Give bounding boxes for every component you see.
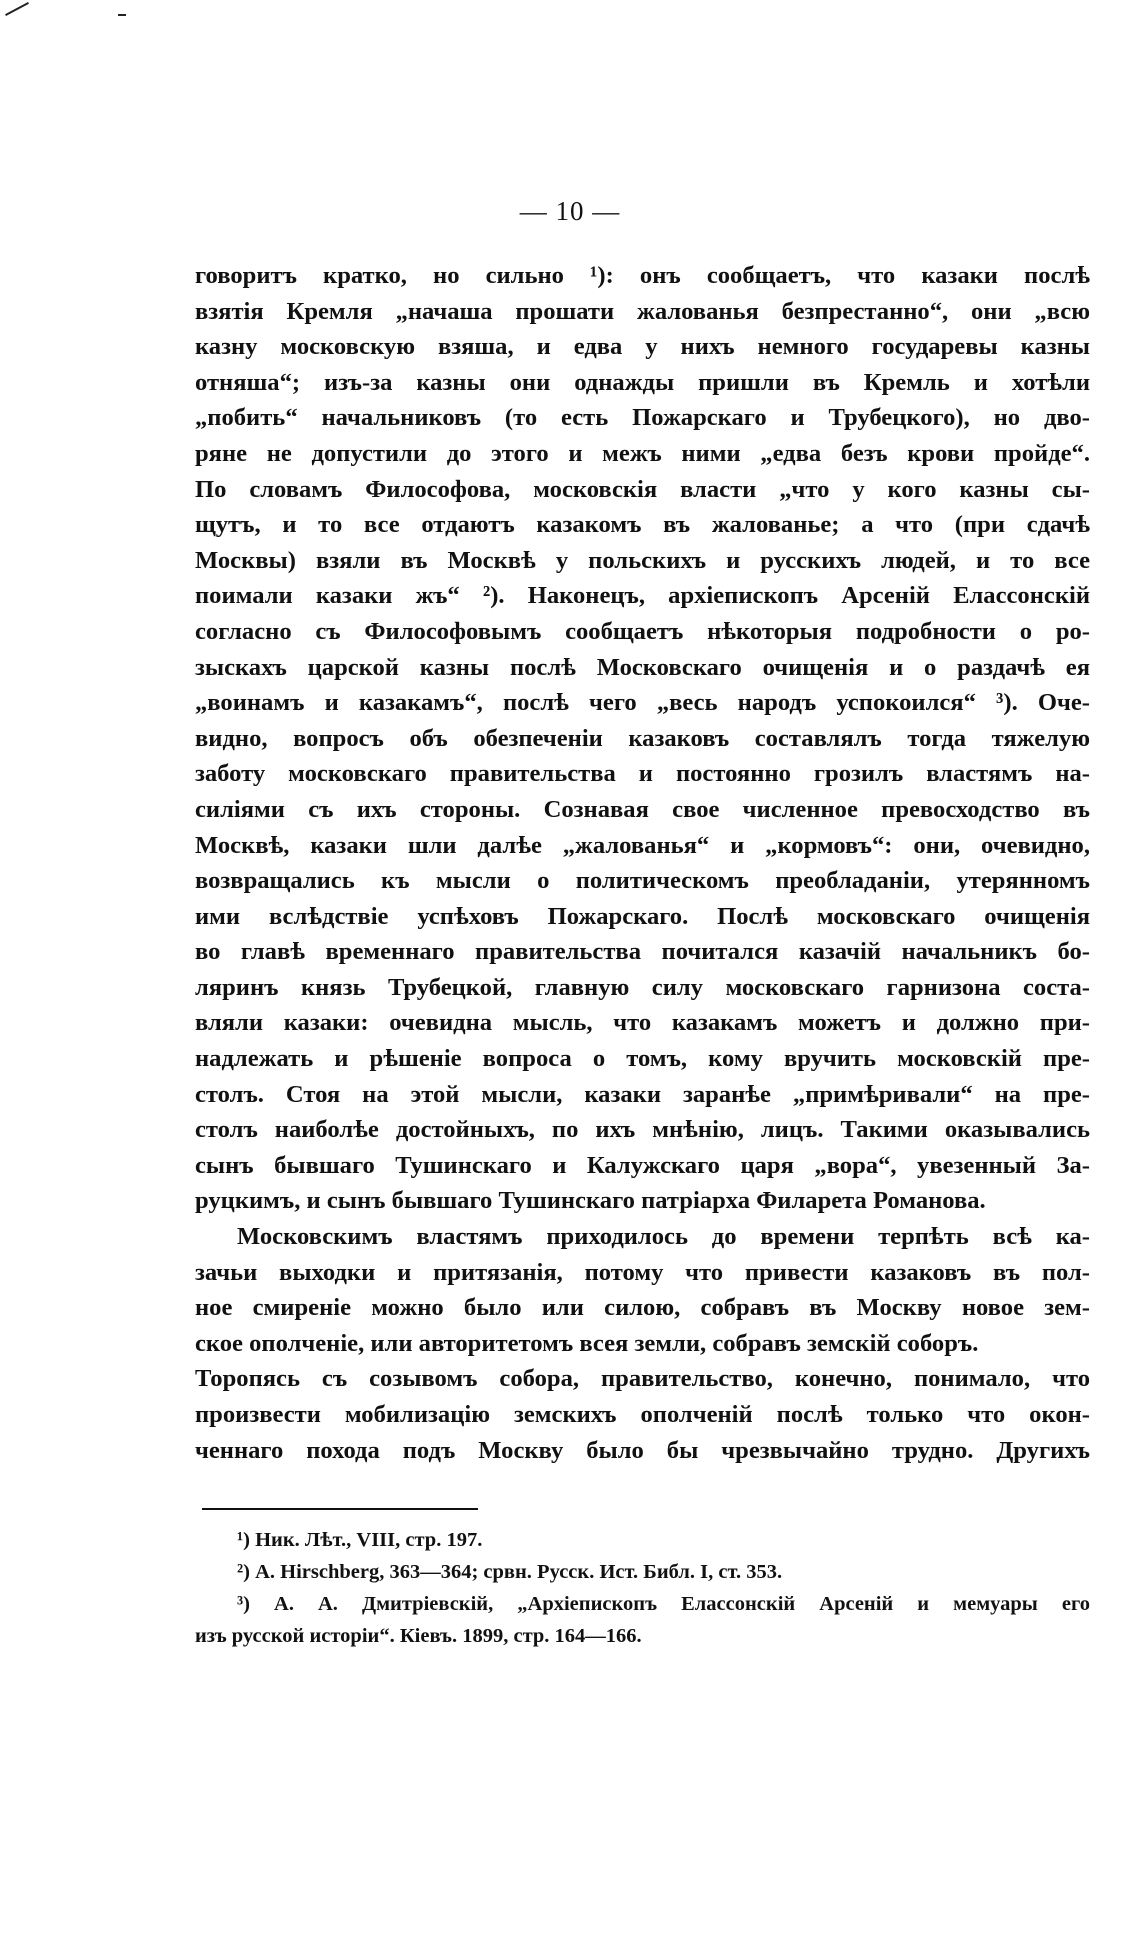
text-line: взятія Кремля „начаша прошати жалованья безпрестанно“, они „всю	[195, 297, 1090, 325]
text-line: столъ наиболѣе достойныхъ, по ихъ мнѣнію, лицъ. Такими оказывались	[195, 1116, 1090, 1144]
text-line: зачьи выходки и притязанія, потому что привести казаковъ въ пол-	[195, 1258, 1090, 1286]
text-line: ляринъ князь Трубецкой, главную силу московскаго гарнизона соста-	[195, 973, 1090, 1001]
text-line: Московскимъ властямъ приходилось до времени терпѣть всѣ ка-	[237, 1223, 1090, 1251]
text-line: ченнаго похода подъ Москву было бы чрезвычайно трудно. Другихъ	[195, 1436, 1090, 1464]
text-line: казну московскую взяша, и едва у нихъ немного государевы казны	[195, 333, 1090, 361]
text-line: По словамъ Философова, московскія власти „что у кого казны сы-	[195, 475, 1090, 503]
text-line: „воинамъ и казакамъ“, послѣ чего „весь народъ успокоился“ ³). Оче-	[195, 689, 1090, 717]
text-line: щутъ, и то все отдаютъ казакомъ въ жалованье; а что (при сдачѣ	[195, 511, 1090, 539]
text-line: согласно съ Философовымъ сообщаетъ нѣкоторыя подробности о ро-	[195, 617, 1090, 645]
footnote-divider	[202, 1508, 478, 1510]
text-line: произвести мобилизацію земскихъ ополченій послѣ только что окон-	[195, 1401, 1090, 1428]
scan-mark-dash	[118, 14, 126, 16]
text-line: руцкимъ, и сынъ бывшаго Тушинскаго патріарха Филарета Романова.	[195, 1187, 986, 1215]
text-line: возвращались къ мысли о политическомъ преобладаніи, утерянномъ	[195, 867, 1090, 895]
text-line: Торопясь съ созывомъ собора, правительство, конечно, понимало, что	[195, 1365, 1090, 1393]
page-number: — 10 —	[519, 196, 621, 226]
text-line: сынъ бывшаго Тушинскаго и Калужскаго царя „вора“, увезенный За-	[195, 1151, 1090, 1179]
text-line: ряне не допустили до этого и межъ ними „едва безъ крови пройде“.	[195, 439, 1090, 467]
text-line: надлежать и рѣшеніе вопроса о томъ, кому вручить московскій пре-	[195, 1045, 1090, 1073]
text-line: заботу московскаго правительства и постоянно грозилъ властямъ на-	[195, 760, 1090, 788]
text-line: вляли казаки: очевидна мысль, что казакамъ можетъ и должно при-	[195, 1009, 1090, 1037]
body-text	[195, 258, 1090, 1468]
footnote-3: ³) А. А. Дмитріевскій, „Архіепископъ Елассонскій Арсеній и мемуары его	[237, 1593, 1090, 1615]
footnote-3-continued: изъ русской исторіи“. Кіевъ. 1899, стр. 164—166.	[195, 1625, 642, 1647]
text-line: зыскахъ царской казны послѣ Московскаго очищенія и о раздачѣ ея	[195, 653, 1090, 681]
text-line: поимали казаки жъ“ ²). Наконецъ, архіепископъ Арсеній Елассонскій	[195, 582, 1090, 610]
text-line: столъ. Стоя на этой мысли, казаки заранѣе „примѣривали“ на пре-	[195, 1080, 1090, 1108]
text-line: Москвы) взяли въ Москвѣ у польскихъ и русскихъ людей, и то все	[195, 546, 1090, 574]
text-line: ское ополченіе, или авторитетомъ всея земли, собравъ земскій соборъ.	[195, 1329, 979, 1357]
text-line: ное смиреніе можно было или силою, собравъ въ Москву новое зем-	[195, 1294, 1090, 1322]
text-line: силіями съ ихъ стороны. Сознавая свое численное превосходство въ	[195, 795, 1090, 823]
text-line: во главѣ временнаго правительства почитался казачій начальникъ бо-	[195, 938, 1090, 966]
text-line: „побить“ начальниковъ (то есть Пожарскаго и Трубецкого), но дво-	[195, 404, 1090, 432]
text-line: видно, вопросъ объ обезпеченіи казаковъ составлялъ тогда тяжелую	[195, 724, 1090, 752]
text-line: Москвѣ, казаки шли далѣе „жалованья“ и „кормовъ“: они, очевидно,	[195, 831, 1090, 859]
text-line: говоритъ кратко, но сильно ¹): онъ сообщаетъ, что казаки послѣ	[195, 262, 1090, 289]
text-line: отняша“; изъ-за казны они однажды пришли въ Кремль и хотѣли	[195, 368, 1090, 396]
scan-mark-stroke	[5, 2, 29, 16]
footnote-2: ²) А. Hirschberg, 363—364; срвн. Русск. Ист. Библ. I, ст. 353.	[237, 1561, 783, 1583]
text-line: ими вслѣдствіе успѣховъ Пожарскаго. Послѣ московскаго очищенія	[195, 902, 1090, 930]
footnotes	[195, 1524, 1090, 1652]
footnote-1: ¹) Ник. Лѣт., VIII, стр. 197.	[237, 1529, 483, 1551]
